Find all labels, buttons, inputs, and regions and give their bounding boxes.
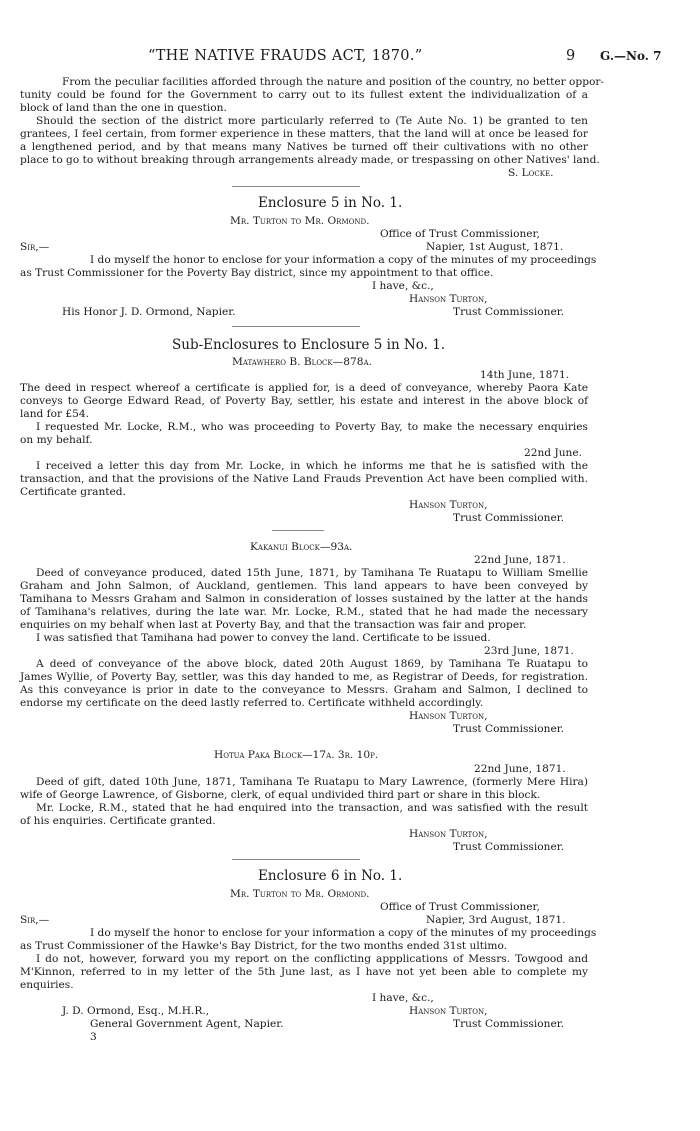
section-divider [232, 186, 360, 187]
kakanui-text-line: endorse my certificate on the deed lastly referred to. Certificate withheld accordingly. [20, 697, 484, 709]
enclosure-5-place-date: Napier, 1st August, 1871. [426, 241, 564, 253]
enclosure-6-body-line: M'Kinnon, referred to in my letter of the 5th June last, as I have not yet been able to complete my [20, 966, 588, 978]
matawhero-date-2: 22nd June. [524, 447, 582, 459]
kakanui-block-title: Kakanui Block—93a. [250, 541, 353, 553]
matawhero-block-title: Matawhero B. Block—878a. [232, 356, 372, 368]
intro-line: From the peculiar facilities afforded through the nature and position of the country, no better oppor- [62, 76, 604, 88]
enclosure-6-from-to: Mr. Turton to Mr. Ormond. [230, 888, 370, 900]
enclosure-6-office: Office of Trust Commissioner, [380, 901, 540, 913]
intro-line: block of land than the one in question. [20, 102, 227, 114]
enclosure-6-body-line: I do not, however, forward you my report on the conflicting appplications of Messrs. Towgood and [36, 953, 588, 965]
enclosure-5-from-to: Mr. Turton to Mr. Ormond. [230, 215, 370, 227]
enclosure-5-heading: Enclosure 5 in No. 1. [258, 195, 403, 211]
enclosure-6-place-date: Napier, 3rd August, 1871. [426, 914, 566, 926]
hotua-paka-text-line: Deed of gift, dated 10th June, 1871, Tamihana Te Ruatapu to Mary Lawrence, (formerly Mere Hira) [36, 776, 588, 788]
intro-line: Should the section of the district more particularly referred to (Te Aute No. 1) be granted to ten [36, 115, 588, 127]
matawhero-signer-title: Trust Commissioner. [453, 512, 564, 524]
enclosure-5-signer-title: Trust Commissioner. [453, 306, 564, 318]
matawhero-text-line: The deed in respect whereof a certificate is applied for, is a deed of conveyance, whereby Paora Kate [20, 382, 588, 394]
hotua-paka-text-line: of his enquiries. Certificate granted. [20, 815, 216, 827]
intro-line: a lengthened period, and by that means many Natives be turned off their cultivations with no other [20, 141, 588, 153]
enclosure-6-salutation: Sir,— [20, 914, 50, 926]
kakanui-signer: Hanson Turton, [409, 710, 488, 722]
matawhero-text-line: conveys to George Edward Read, of Poverty Bay, settler, his estate and interest in the above block of [20, 395, 588, 407]
kakanui-text-line: of Tamihana's relatives, during the late war. Mr. Locke, R.M., stated that he had made the necessary [20, 606, 588, 618]
footnote-mark: 3 [90, 1031, 97, 1043]
hotua-paka-block-title: Hotua Paka Block—17a. 3r. 10p. [214, 749, 379, 761]
section-divider [232, 326, 360, 327]
hotua-paka-date: 22nd June, 1871. [474, 763, 566, 775]
enclosure-5-office: Office of Trust Commissioner, [380, 228, 540, 240]
intro-line: tunity could be found for the Government to carry out to its fullest extent the individualization of a [20, 89, 588, 101]
kakanui-text-line: Graham and John Salmon, of Auckland, gentlemen. This land appears to have been conveyed by [20, 580, 588, 592]
kakanui-text-line: As this conveyance is prior in date to the conveyance to Messrs. Graham and Salmon, I declined to [20, 684, 588, 696]
enclosure-6-closing: I have, &c., [372, 992, 434, 1004]
matawhero-text-line: transaction, and that the provisions of the Native Land Frauds Prevention Act have been complied with. [20, 473, 588, 485]
kakanui-text-line: James Wyllie, of Poverty Bay, settler, was this day handed to me, as Registrar of Deeds, for registration. [20, 671, 588, 683]
hotua-paka-signer-title: Trust Commissioner. [453, 841, 564, 853]
matawhero-text-line: I requested Mr. Locke, R.M., who was proceeding to Poverty Bay, to make the necessary enquiries [36, 421, 588, 433]
matawhero-text-line: I received a letter this day from Mr. Locke, in which he informs me that he is satisfied with the [36, 460, 588, 472]
enclosure-5-salutation: Sir,— [20, 241, 50, 253]
enclosure-5-body-line: I do myself the honor to enclose for your information a copy of the minutes of my proceedings [90, 254, 597, 266]
kakanui-text-line: Tamihana to Messrs Graham and Salmon in consideration of losses sustained by the latter at the hands [20, 593, 588, 605]
enclosure-6-heading: Enclosure 6 in No. 1. [258, 868, 403, 884]
kakanui-text-line: I was satisfied that Tamihana had power to convey the land. Certificate to be issued. [36, 632, 491, 644]
intro-line: place to go to without breaking through arrangements already made, or trespassing on other Natives' land. [20, 154, 600, 166]
enclosure-6-signer: Hanson Turton, [409, 1005, 488, 1017]
document-ref: G.—No. 7 [600, 49, 662, 63]
kakanui-text-line: enquiries on my behalf when last at Poverty Bay, and that the transaction was fair and proper. [20, 619, 527, 631]
matawhero-date: 14th June, 1871. [480, 369, 570, 381]
section-divider [272, 530, 324, 531]
enclosure-5-body-line: as Trust Commissioner for the Poverty Bay district, since my appointment to that office. [20, 267, 494, 279]
matawhero-signer: Hanson Turton, [409, 499, 488, 511]
hotua-paka-text-line: wife of George Lawrence, of Gisborne, clerk, of equal undivided third part or share in this block. [20, 789, 541, 801]
enclosure-6-body-line: as Trust Commissioner of the Hawke's Bay District, for the two months ended 31st ultimo. [20, 940, 508, 952]
section-divider [232, 859, 360, 860]
running-title: “THE NATIVE FRAUDS ACT, 1870.” [148, 48, 423, 64]
enclosure-5-closing: I have, &c., [372, 280, 434, 292]
enclosure-6-body-line: enquiries. [20, 979, 74, 991]
hotua-paka-text-line: Mr. Locke, R.M., stated that he had enquired into the transaction, and was satisfied with the result [36, 802, 588, 814]
matawhero-text-line: on my behalf. [20, 434, 93, 446]
enclosure-6-addressee-title: General Government Agent, Napier. [90, 1018, 284, 1030]
enclosure-5-signer: Hanson Turton, [409, 293, 488, 305]
matawhero-text-line: land for £54. [20, 408, 89, 420]
sub-enclosures-heading: Sub-Enclosures to Enclosure 5 in No. 1. [172, 337, 446, 353]
kakanui-text-line: A deed of conveyance of the above block, dated 20th August 1869, by Tamihana Te Ruatapu to [36, 658, 588, 670]
kakanui-date: 22nd June, 1871. [474, 554, 566, 566]
kakanui-date-2: 23rd June, 1871. [484, 645, 574, 657]
kakanui-signer-title: Trust Commissioner. [453, 723, 564, 735]
enclosure-6-addressee: J. D. Ormond, Esq., M.H.R., [62, 1005, 210, 1017]
enclosure-6-signer-title: Trust Commissioner. [453, 1018, 564, 1030]
kakanui-text-line: Deed of conveyance produced, dated 15th June, 1871, by Tamihana Te Ruatapu to William Smellie [36, 567, 588, 579]
hotua-paka-signer: Hanson Turton, [409, 828, 488, 840]
enclosure-5-addressee: His Honor J. D. Ormond, Napier. [62, 306, 236, 318]
enclosure-6-body-line: I do myself the honor to enclose for your information a copy of the minutes of my proceedings [90, 927, 597, 939]
signature-locke: S. Locke. [508, 167, 554, 179]
intro-line: grantees, I feel certain, from former experience in these matters, that the land will at once be leased for [20, 128, 588, 140]
matawhero-text-line: Certificate granted. [20, 486, 126, 498]
page-number: 9 [566, 48, 576, 64]
